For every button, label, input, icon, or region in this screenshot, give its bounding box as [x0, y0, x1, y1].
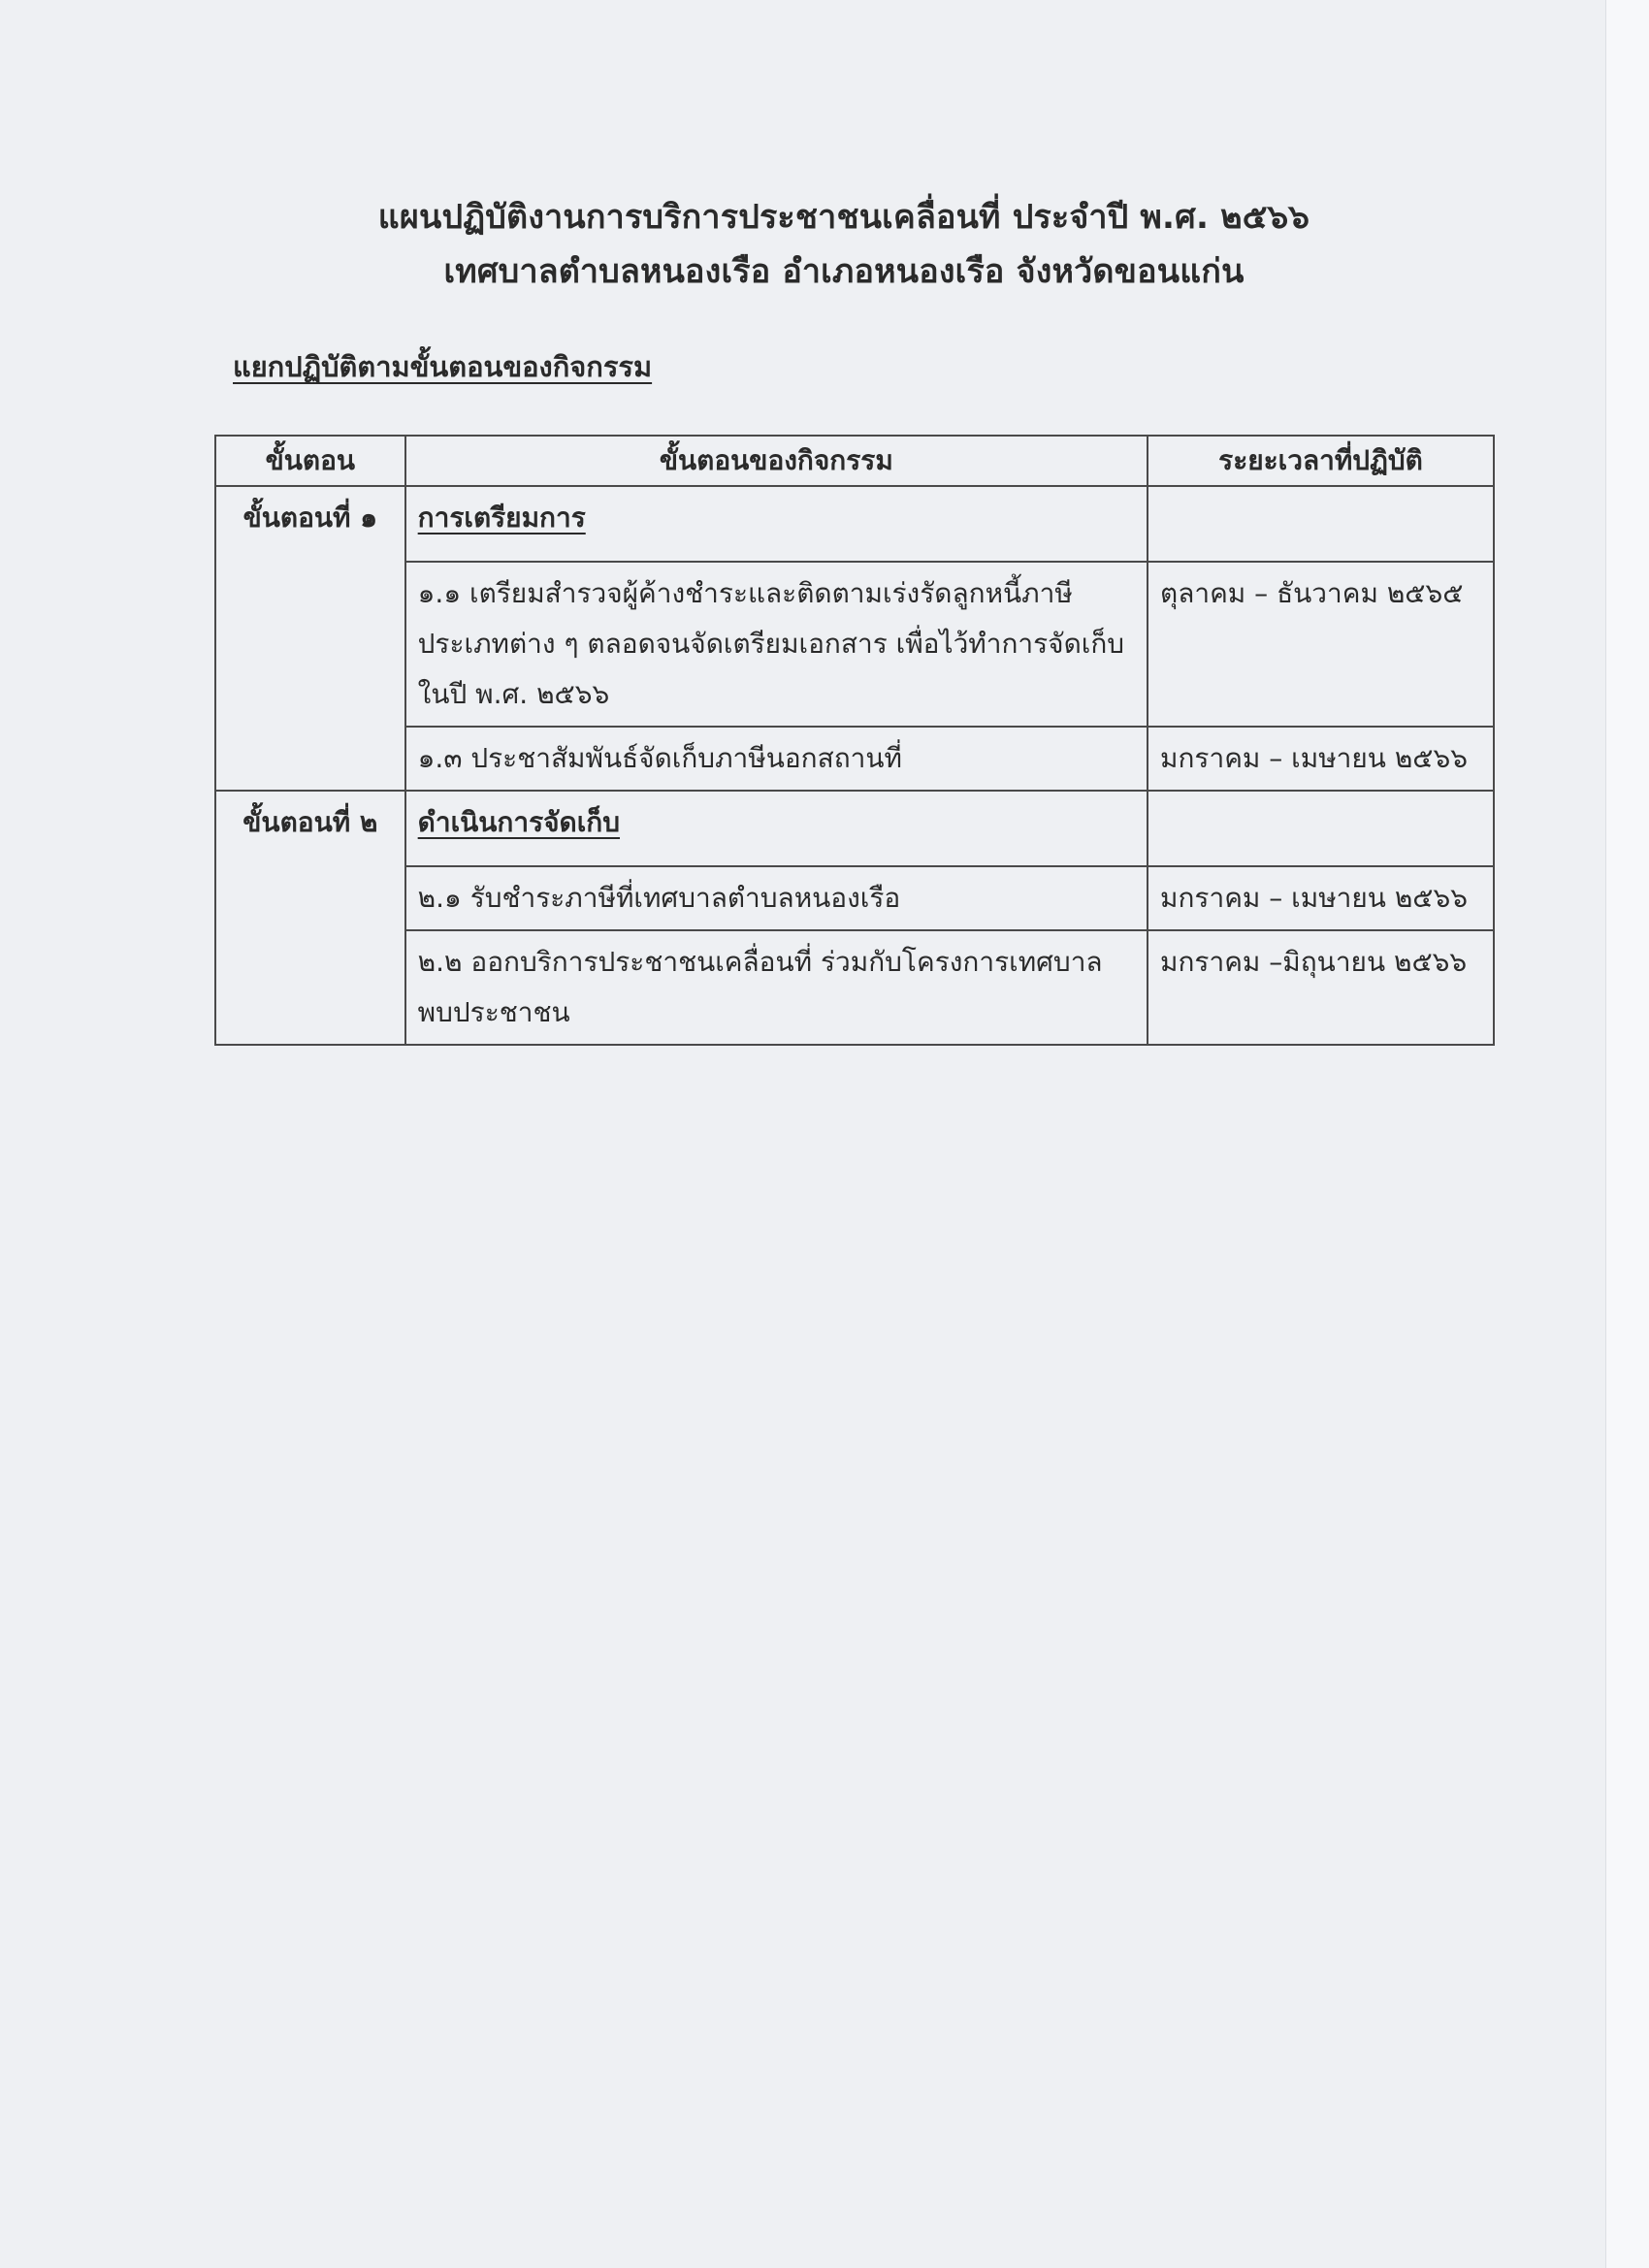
section-subheading: แยกปฏิบัติตามขั้นตอนของกิจกรรม: [233, 350, 653, 383]
table-row: [215, 727, 1494, 791]
header-activity: ขั้นตอนของกิจกรรม: [405, 436, 1148, 486]
step-label: ขั้นตอนที่ ๑: [215, 486, 405, 791]
scan-right-margin: [1605, 0, 1649, 2268]
phase-title-cell: [405, 486, 1148, 562]
activity-period: มกราคม – เมษายน ๒๕๖๖: [1148, 727, 1494, 791]
activity-item: ๑.๓ ประชาสัมพันธ์จัดเก็บภาษีนอกสถานที่: [405, 727, 1148, 791]
document-title-line2: เทศบาลตำบลหนองเรือ อำเภอหนองเรือ จังหวัดขอนแก่น: [443, 252, 1245, 291]
activity-item: ๑.๑ เตรียมสำรวจผู้ค้างชำระและติดตามเร่งรัดลูกหนี้ภาษี ประเภทต่าง ๆ ตลอดจนจัดเตรียมเอกสาร เพื่อไว้ทำการจัดเก็บ ในปี พ.ศ. ๒๕๖๖: [405, 562, 1148, 727]
header-step: ขั้นตอน: [215, 436, 405, 486]
activity-period: ตุลาคม – ธันวาคม ๒๕๖๕: [1148, 562, 1494, 727]
header-period: ระยะเวลาที่ปฏิบัติ: [1148, 436, 1494, 486]
step-label: ขั้นตอนที่ ๒: [215, 791, 405, 1045]
phase-title: การเตรียมการ: [417, 502, 586, 534]
phase-title: ดำเนินการจัดเก็บ: [417, 806, 621, 838]
period-cell-empty: [1148, 486, 1494, 562]
period-cell-empty: [1148, 791, 1494, 866]
activity-period: มกราคม – เมษายน ๒๕๖๖: [1148, 866, 1494, 930]
table-header-row: [215, 436, 1494, 486]
activity-item: ๒.๑ รับชำระภาษีที่เทศบาลตำบลหนองเรือ: [405, 866, 1148, 930]
activity-plan-table: [214, 435, 1495, 1046]
table-row: [215, 866, 1494, 930]
phase-title-cell: [405, 791, 1148, 866]
table-row: [215, 562, 1494, 727]
activity-period: มกราคม –มิถุนายน ๒๕๖๖: [1148, 930, 1494, 1045]
table-row: [215, 791, 1494, 866]
document-title-line1: แผนปฏิบัติงานการบริการประชาชนเคลื่อนที่ ประจำปี พ.ศ. ๒๕๖๖: [377, 198, 1310, 237]
table-row: [215, 930, 1494, 1045]
activity-item: ๒.๒ ออกบริการประชาชนเคลื่อนที่ ร่วมกับโครงการเทศบาล พบประชาชน: [405, 930, 1148, 1045]
table-row: [215, 486, 1494, 562]
